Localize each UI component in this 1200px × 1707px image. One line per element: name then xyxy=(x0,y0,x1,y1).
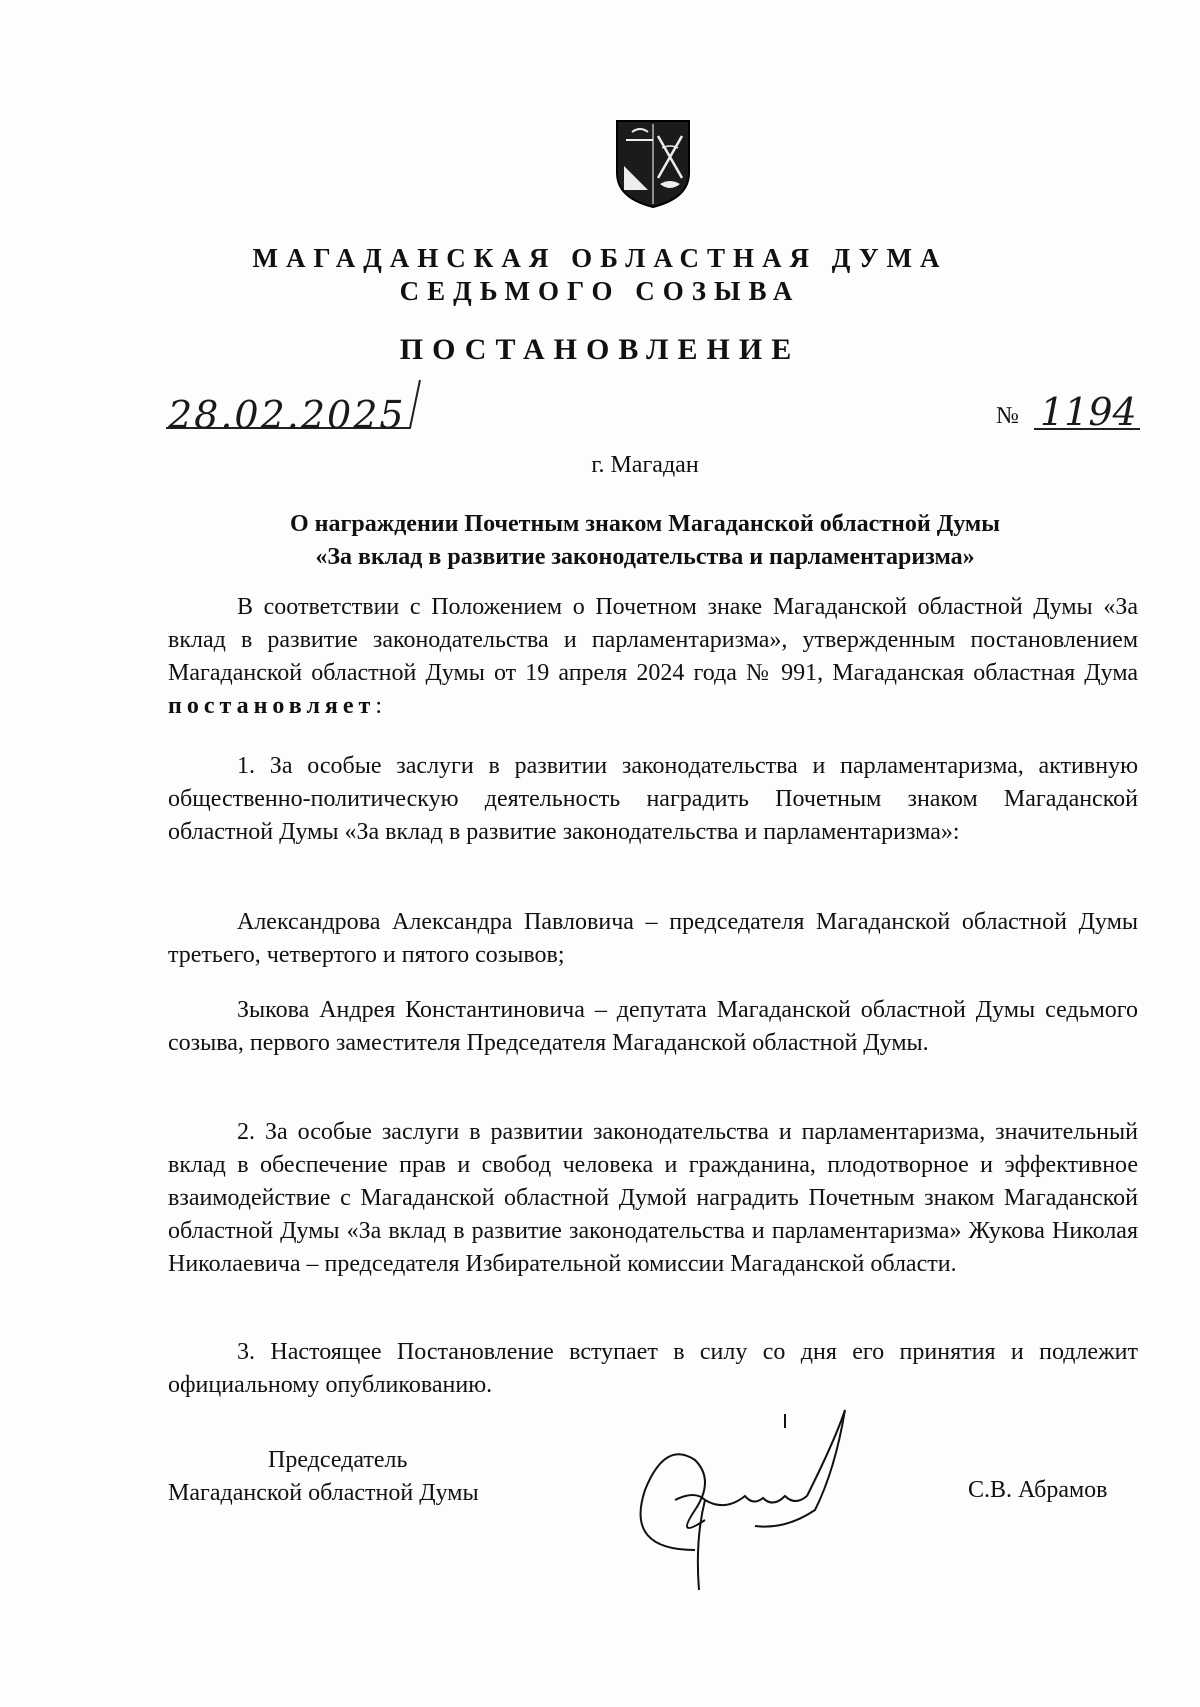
item-1-paragraph: 1. За особые заслуги в развитии законодательства и парламентаризма, активную общественно-политическую деятельность наградить Почетным знаком Магаданской областной Думы «За вклад в развитие законодательства и парламентаризма»: xyxy=(168,753,1138,845)
city-line: г. Магадан xyxy=(591,452,699,478)
awardee-1-paragraph: Александрова Александра Павловича – председателя Магаданской областной Думы третьего, четвертого и пятого созывов; xyxy=(168,909,1138,968)
signatory-title-line1: Председатель xyxy=(268,1447,408,1473)
document-subject xyxy=(120,508,1170,574)
document-number: 1194 xyxy=(1040,390,1137,434)
awardee-2-paragraph: Зыкова Андрея Константиновича – депутата Магаданской областной Думы седьмого созыва, первого заместителя Председателя Магаданской областной Думы. xyxy=(168,997,1138,1056)
subject-line1: О награждении Почетным знаком Магаданской областной Думы xyxy=(290,511,1000,537)
preamble-text: В соответствии с Положением о Почетном знаке Магаданской областной Думы «За вклад в развитие законодательства и парламентаризма», утвержденным постановлением Магаданской областной Думы от 19 апреля 2024 года № 991, Магаданская областная Дума xyxy=(168,594,1138,686)
signatory-name: С.В. Абрамов xyxy=(968,1477,1108,1503)
org-name-line1: МАГАДАНСКАЯ ОБЛАСТНАЯ ДУМА xyxy=(252,243,948,273)
coat-of-arms-icon xyxy=(614,118,692,210)
document-date: 28.02.2025 xyxy=(168,393,406,437)
signatory-title-line2: Магаданской областной Думы xyxy=(168,1480,479,1506)
preamble-end: : xyxy=(375,693,382,719)
document-type-heading: ПОСТАНОВЛЕНИЕ xyxy=(399,333,801,366)
preamble-paragraph xyxy=(168,591,1138,723)
number-underline xyxy=(1034,424,1140,430)
preamble-verb: постановляет xyxy=(168,693,376,719)
handwritten-signature xyxy=(635,1400,865,1600)
item-2-paragraph: 2. За особые заслуги в развитии законодательства и парламентаризма, значительный вклад в обеспечение прав и свобод человека и гражданина, плодотворное и эффективное взаимодействие с Магаданской областной Думой наградить Почетным знаком Магаданской областной Думы «За вклад в развитие законодательства и парламентаризма» Жукова Николая Николаевича – председателя Избирательной комиссии Магаданской области. xyxy=(168,1119,1138,1277)
org-name-line2: СЕДЬМОГО СОЗЫВА xyxy=(399,276,801,306)
subject-line2: «За вклад в развитие законодательства и парламентаризма» xyxy=(315,544,975,570)
signatory-title xyxy=(168,1444,568,1510)
item-3-paragraph: 3. Настоящее Постановление вступает в силу со дня его принятия и подлежит официальному опубликованию. xyxy=(168,1339,1138,1398)
number-sign: № xyxy=(996,403,1019,429)
